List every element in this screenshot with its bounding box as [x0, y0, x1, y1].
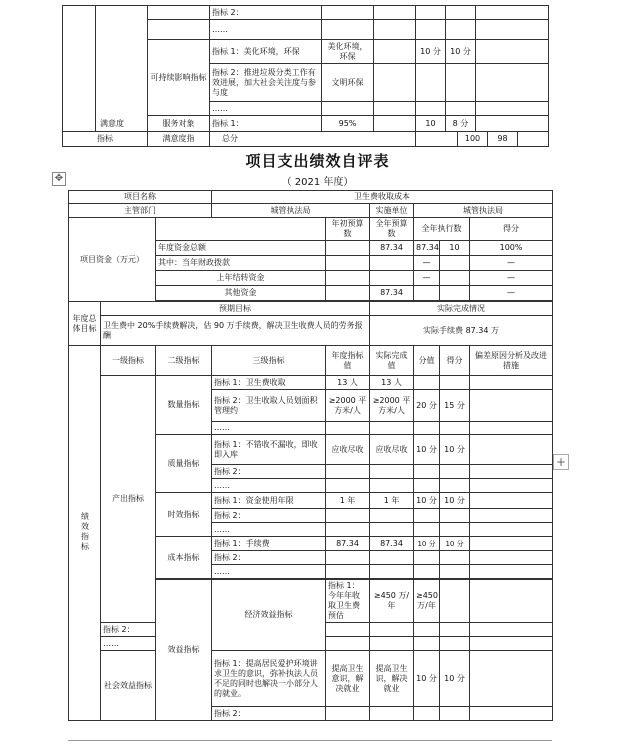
- indicator-cell: 指标 2：推进垃圾分类工作有效进展，加大社会关注度与参与度: [210, 64, 322, 102]
- indicator-cell: 指标 2：: [101, 623, 156, 637]
- funds-score: —: [470, 271, 553, 286]
- total-score: 98: [488, 132, 518, 147]
- col-header: 三级指标: [212, 346, 326, 376]
- funds-row-label: 上年结转资金: [156, 271, 326, 286]
- performance-indicator-text: 绩效指标: [80, 511, 90, 552]
- indicator-cell: 指标 2：: [212, 707, 326, 721]
- performance-indicator-label: [69, 346, 101, 721]
- table-move-handle-icon[interactable]: ✥: [52, 172, 66, 186]
- target-value: 1 年: [326, 493, 370, 509]
- actual-completion-header: 实际完成情况: [370, 302, 553, 316]
- actual-value: 1 年: [370, 493, 414, 509]
- funds-annual: 87.34: [370, 241, 414, 256]
- satisfaction-label: 满意度: [100, 119, 124, 128]
- ellipsis-cell: ……: [212, 523, 326, 537]
- col-header: 一级指标: [101, 346, 156, 376]
- quality-indicator-label: 质量指标: [156, 435, 212, 493]
- actual-value: 13 人: [370, 376, 414, 390]
- score: 10 分: [440, 493, 470, 509]
- dept-label: 主管部门: [69, 204, 212, 218]
- funds-rate: 100%: [470, 241, 553, 256]
- score: 10 分: [440, 537, 470, 551]
- score: 15 分: [440, 390, 470, 422]
- funds-annual: 87.34: [370, 286, 414, 301]
- score-max: 10 分: [414, 537, 440, 551]
- col-header: 分值: [414, 346, 440, 376]
- score-max: 20 分: [414, 390, 440, 422]
- sustain-impact-label: 可持续影响指标: [148, 40, 210, 116]
- project-funds-label: 项目资金（万元）: [69, 218, 156, 302]
- benefit-indicator-label: 效益指标: [156, 580, 212, 721]
- indicator-cell: 指标 1：卫生费收取: [212, 376, 326, 390]
- col-header: 实际完成值: [370, 346, 414, 376]
- actual-value: 应收尽收: [370, 435, 414, 465]
- dept-value: 城管执法局: [212, 204, 370, 218]
- score: 8 分: [446, 116, 476, 132]
- total-max: 100: [458, 132, 488, 147]
- score-max: 10 分: [414, 435, 440, 465]
- funds-score-max: —: [414, 256, 440, 271]
- col-header: 全年执行数: [414, 218, 470, 241]
- funds-score: —: [470, 286, 553, 301]
- funds-row-label: 其他资金: [156, 286, 326, 301]
- col-header: 年初预算数: [326, 218, 370, 241]
- funds-initial: [326, 241, 370, 256]
- impl-value: 城管执法局: [414, 204, 553, 218]
- timeliness-indicator-label: 时效指标: [156, 493, 212, 537]
- indicator-cell: 指标 2：: [212, 551, 326, 565]
- service-sub-label: 满意度指: [148, 132, 210, 147]
- annual-goal-label: 年度总体目标: [69, 302, 101, 346]
- quantity-indicator-label: 数量指标: [156, 376, 212, 435]
- target-value: ≥2000 平方米/人: [326, 390, 370, 422]
- indicator-cell: 指标 1：不错收不漏收，即收即入库: [212, 435, 326, 465]
- year-line: （ 2021 年度）: [281, 177, 354, 188]
- score: 10 分: [446, 40, 476, 64]
- indicator-cell: 指标 2：: [212, 465, 326, 479]
- ellipsis-cell: ……: [212, 422, 326, 435]
- ellipsis-cell: ……: [212, 565, 326, 579]
- indicator-cell: 指标 1：: [210, 116, 322, 132]
- ellipsis-cell: ……: [212, 479, 326, 493]
- score-max: 10 分: [416, 40, 446, 64]
- score-max: 10: [416, 116, 446, 132]
- ellipsis-cell: ……: [101, 637, 156, 651]
- score-max: 10 分: [414, 493, 440, 509]
- satisfaction-sub-label: 指标: [63, 132, 148, 147]
- funds-score-max: 10: [440, 241, 470, 256]
- output-indicator-label: 产出指标: [101, 376, 156, 623]
- target-value: 提高卫生意识，解决就业: [326, 651, 370, 707]
- col-header: 二级指标: [156, 346, 212, 376]
- target-value: 美化环境，环保: [322, 40, 374, 64]
- indicator-cell: 指标 1：手续费: [212, 537, 326, 551]
- ellipsis-cell: ……: [210, 102, 322, 116]
- self-evaluation-table: [68, 190, 553, 721]
- col-header: 全年预算数: [370, 218, 414, 241]
- indicator-cell: 指标 2：: [212, 509, 326, 523]
- target-value: ≥450 万/年: [370, 580, 414, 623]
- economic-benefit-label: 经济效益指标: [212, 580, 326, 651]
- page-title: 项目支出绩效自评表: [245, 152, 390, 170]
- target-value: 95%: [322, 116, 374, 132]
- indicator-cell: 指标 1：美化环境，环保: [210, 40, 322, 64]
- col-header: 得分: [440, 346, 470, 376]
- target-value: 87.34: [326, 537, 370, 551]
- actual-completion-text: 实际手续费 87.34 万: [370, 316, 553, 346]
- funds-exec: 87.34: [414, 241, 440, 256]
- score: 10 分: [440, 435, 470, 465]
- col-header: 偏差原因分析及改进措施: [470, 346, 553, 376]
- project-name-label: 项目名称: [69, 191, 212, 204]
- funds-score-max: —: [414, 271, 440, 286]
- previous-table-continuation: [62, 5, 549, 132]
- score-max: 10 分: [414, 651, 440, 707]
- expected-goal-header: 预期目标: [101, 302, 370, 316]
- indicator-cell: 指标 1：提高居民爱护环境讲求卫生的意识，弥补执法人员不足的同时也解决一小部分人的就业。: [212, 651, 326, 707]
- total-row: [62, 131, 549, 147]
- col-header: 得分: [470, 218, 553, 241]
- indicator-cell: 指标 1：资金使用年限: [212, 493, 326, 509]
- social-benefit-label: 社会效益指标: [101, 651, 156, 721]
- target-value: 文明环保: [322, 64, 374, 102]
- service-object-label: 服务对象: [148, 116, 210, 132]
- project-name-value: 卫生费收取成本: [212, 191, 553, 204]
- target-value: 13 人: [326, 376, 370, 390]
- total-label: 总分: [210, 132, 416, 147]
- target-value: 应收尽收: [326, 435, 370, 465]
- indicator-cell: 指标 2：卫生收取人员划面积管理约: [212, 390, 326, 422]
- actual-value: 87.34: [370, 537, 414, 551]
- funds-row-label: 年度资金总额: [156, 241, 326, 256]
- expected-goal-text: 卫生费中 20%手续费解决，估 90 万手续费，解决卫生收费人员的劳务报酬: [101, 316, 370, 346]
- indicator-cell: 指标 2：: [210, 6, 322, 20]
- col-header: 年度指标值: [326, 346, 370, 376]
- actual-value: ≥2000 平方米/人: [370, 390, 414, 422]
- actual-value: 提高卫生识，解决就业: [370, 651, 414, 707]
- funds-score: —: [470, 256, 553, 271]
- cost-indicator-label: 成本指标: [156, 537, 212, 579]
- add-row-plus-icon[interactable]: +: [553, 454, 569, 470]
- indicator-cell: 指标 1：今年年收取卫生费预估: [326, 580, 370, 623]
- funds-row-label: 其中：当年财政拨款: [156, 256, 326, 271]
- actual-value: ≥450 万/年: [414, 580, 440, 623]
- score: 10 分: [440, 651, 470, 707]
- impl-label: 实施单位: [370, 204, 414, 218]
- ellipsis-cell: ……: [210, 20, 322, 40]
